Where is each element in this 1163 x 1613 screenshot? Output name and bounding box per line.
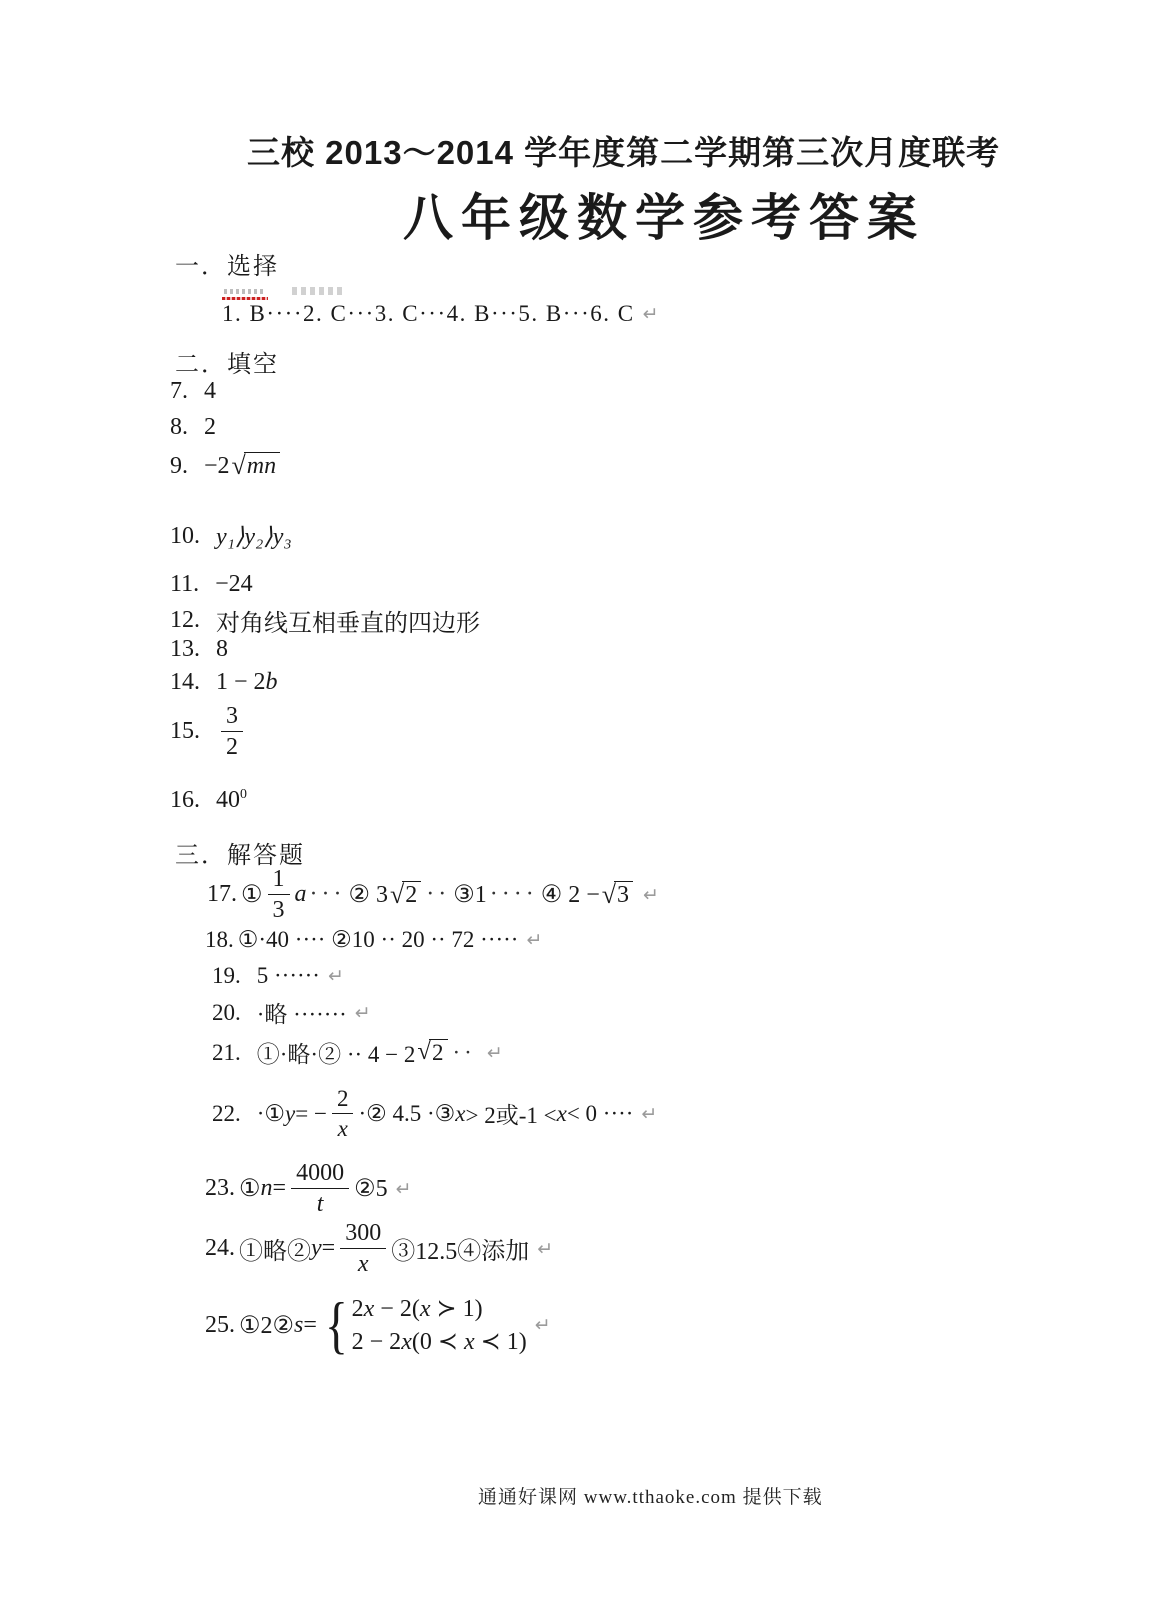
variable-x: x xyxy=(463,1329,475,1355)
return-mark: ↵ xyxy=(354,1001,371,1024)
radicand: 3 xyxy=(614,881,633,910)
piecewise-function xyxy=(317,1288,527,1360)
document-title: 三校 2013～2014 学年度第二学期第三次月度联考 xyxy=(247,134,1001,171)
degree-superscript: 0 xyxy=(240,787,247,802)
answer-item-21 xyxy=(212,1036,503,1069)
segment: ①略② xyxy=(239,1239,311,1266)
item-number: 24. xyxy=(205,1235,235,1262)
deleted-text-artifact xyxy=(222,285,347,302)
numerator: 3 xyxy=(221,703,243,732)
segment: ·② 4.5 ·③ xyxy=(358,1100,456,1126)
return-mark: ↵ xyxy=(642,303,661,325)
answer-item-22 xyxy=(212,1086,657,1142)
variable-x: x xyxy=(455,1100,466,1126)
circled-1: ① xyxy=(241,882,263,909)
radical xyxy=(390,881,421,910)
item-answer: 2 xyxy=(204,414,216,440)
variable-b: b xyxy=(265,669,278,695)
fraction xyxy=(332,1086,354,1142)
radicand: mn xyxy=(244,452,280,481)
piecewise-row-1 xyxy=(352,1294,527,1323)
answer-item-17 xyxy=(207,866,659,924)
radical xyxy=(232,452,281,481)
choice-answers-row xyxy=(222,301,660,327)
angle-value: 40 xyxy=(216,787,240,813)
segment: ·① xyxy=(256,1100,286,1126)
item-answer: 8 xyxy=(216,636,228,662)
segment: = − xyxy=(295,1100,327,1126)
item-number: 13. xyxy=(170,636,200,662)
numerator: 4000 xyxy=(291,1160,349,1189)
variable-x: x xyxy=(419,1296,431,1322)
answer-item-9 xyxy=(170,452,282,481)
return-mark: ↵ xyxy=(486,1041,503,1064)
leader-dots: ·· xyxy=(426,881,451,908)
segment: = xyxy=(272,1175,287,1202)
item-number: 25. xyxy=(205,1311,235,1338)
answer-item-10 xyxy=(170,522,292,551)
answer-item-14 xyxy=(170,669,278,696)
answer-item-18 xyxy=(205,927,542,953)
segment: 2 − 2 xyxy=(351,1329,402,1355)
answer-item-13 xyxy=(170,636,228,663)
segment: ① xyxy=(239,1176,261,1203)
item-answer: ·略 ······· xyxy=(256,1002,347,1027)
item-answer: 4 xyxy=(204,378,216,404)
faded-text-mark xyxy=(224,289,266,294)
item-answer: 对角线互相垂直的四边形 xyxy=(216,611,480,637)
variable-n: n xyxy=(260,1175,273,1202)
item-number: 19. xyxy=(212,963,241,988)
item-number: 8. xyxy=(170,414,188,440)
segment: ≺ 1) xyxy=(474,1329,527,1355)
denominator: x xyxy=(337,1115,348,1141)
leader-dots: ··· xyxy=(309,881,346,908)
numerator: 300 xyxy=(340,1220,386,1249)
radical-sign: √ xyxy=(231,451,246,480)
answer-item-23 xyxy=(205,1160,412,1218)
answer-item-16 xyxy=(170,787,247,814)
piecewise-rows xyxy=(352,1294,527,1356)
faded-text-mark xyxy=(292,287,342,295)
fraction xyxy=(291,1160,349,1218)
item-number: 17. xyxy=(207,881,237,908)
circled-4: ④ 2 − xyxy=(540,882,600,909)
radicand: 2 xyxy=(429,1039,448,1066)
return-mark: ↵ xyxy=(534,1314,551,1336)
variable-s: s xyxy=(294,1311,304,1338)
variable-y: y xyxy=(311,1235,322,1262)
circled-3: ③1 xyxy=(453,882,487,909)
numerator: 1 xyxy=(268,866,290,895)
document-subtitle: 八年级数学参考答案 xyxy=(403,190,925,246)
item-answer: ①·略·② ·· 4 − 2 xyxy=(256,1042,416,1067)
fraction xyxy=(221,703,243,761)
answer-item-15 xyxy=(170,703,248,761)
segment: ③12.5④添加 xyxy=(391,1239,530,1266)
return-mark: ↵ xyxy=(642,883,659,906)
denominator: x xyxy=(357,1250,369,1277)
radical-sign: √ xyxy=(417,1037,431,1065)
leader-dots: ·· xyxy=(452,1039,476,1065)
denominator: 3 xyxy=(272,896,285,923)
segment: ≻ 1) xyxy=(430,1296,483,1322)
item-answer xyxy=(216,787,247,814)
return-mark: ↵ xyxy=(395,1177,412,1200)
segment: ②5 xyxy=(354,1176,388,1203)
segment: = xyxy=(321,1235,336,1262)
item-number: 9. xyxy=(170,452,188,479)
item-number: 20. xyxy=(212,999,241,1025)
segment: ①2② xyxy=(239,1312,295,1339)
answer-item-24 xyxy=(205,1220,553,1278)
answer-item-25 xyxy=(205,1288,551,1360)
return-mark: ↵ xyxy=(537,1237,554,1260)
radical xyxy=(417,1039,447,1066)
item-number: 15. xyxy=(170,718,200,745)
variable-x: x xyxy=(363,1296,375,1322)
item-answer: 1 − 2 xyxy=(216,669,266,695)
radical-sign: √ xyxy=(390,879,405,909)
return-mark: ↵ xyxy=(526,929,543,951)
section-2-header: 二．填空 xyxy=(175,352,279,378)
variable-x: x xyxy=(401,1329,412,1355)
item-number: 12. xyxy=(170,607,200,633)
radicand: 2 xyxy=(402,881,421,910)
item-number: 11. xyxy=(170,571,200,597)
answer-item-12 xyxy=(170,603,480,638)
item-number: 14. xyxy=(170,669,200,695)
fraction xyxy=(268,866,290,924)
answer-item-8 xyxy=(170,414,216,441)
variable-a: a xyxy=(294,881,307,908)
left-brace: { xyxy=(324,1288,348,1360)
item-number: 10. xyxy=(170,523,200,549)
answer-item-7 xyxy=(170,378,216,405)
variable-y: y xyxy=(285,1100,296,1126)
segment: 2 xyxy=(351,1296,364,1322)
answer-item-19 xyxy=(212,963,344,989)
denominator: 2 xyxy=(226,733,238,760)
item-answer: y₁⟩y₂⟩y₃ xyxy=(216,524,292,550)
item-answer: −24 xyxy=(215,571,253,597)
segment: = xyxy=(303,1311,317,1338)
segment: − 2( xyxy=(374,1296,420,1322)
radical-sign: √ xyxy=(601,879,616,909)
section-3-header: 三．解答题 xyxy=(175,843,305,869)
item-number: 7. xyxy=(170,378,188,404)
item-number: 21. xyxy=(212,1039,241,1065)
choice-answers: 1. B····2. C···3. C···4. B···5. B···6. C xyxy=(222,301,635,326)
item-number: 18. xyxy=(205,927,234,952)
coefficient: −2 xyxy=(204,452,230,479)
item-number: 22. xyxy=(212,1100,241,1126)
return-mark: ↵ xyxy=(641,1102,658,1125)
answer-item-20 xyxy=(212,996,371,1029)
segment: > 2或-1 < xyxy=(465,1103,557,1129)
fraction xyxy=(340,1220,386,1278)
segment: (0 ≺ xyxy=(411,1329,464,1355)
answer-item-11 xyxy=(170,571,253,598)
item-number: 16. xyxy=(170,787,200,813)
item-answer: ①·40 ···· ②10 ·· 20 ·· 72 ····· xyxy=(237,927,519,952)
variable-x: x xyxy=(556,1100,567,1126)
piecewise-row-2 xyxy=(352,1327,527,1356)
spellcheck-squiggle xyxy=(222,297,268,300)
section-1-header: 一．选择 xyxy=(175,254,279,280)
circled-2: ② 3 xyxy=(348,882,389,909)
radical xyxy=(602,881,633,910)
denominator: t xyxy=(316,1190,324,1217)
numerator: 2 xyxy=(332,1086,354,1114)
leader-dots: ···· xyxy=(489,881,538,908)
return-mark: ↵ xyxy=(327,965,344,987)
segment: < 0 ···· xyxy=(566,1100,634,1126)
item-number: 23. xyxy=(205,1175,235,1202)
footer-watermark: 通通好课网 www.tthaoke.com 提供下载 xyxy=(478,1487,823,1508)
item-answer: 5 ······ xyxy=(256,963,320,988)
